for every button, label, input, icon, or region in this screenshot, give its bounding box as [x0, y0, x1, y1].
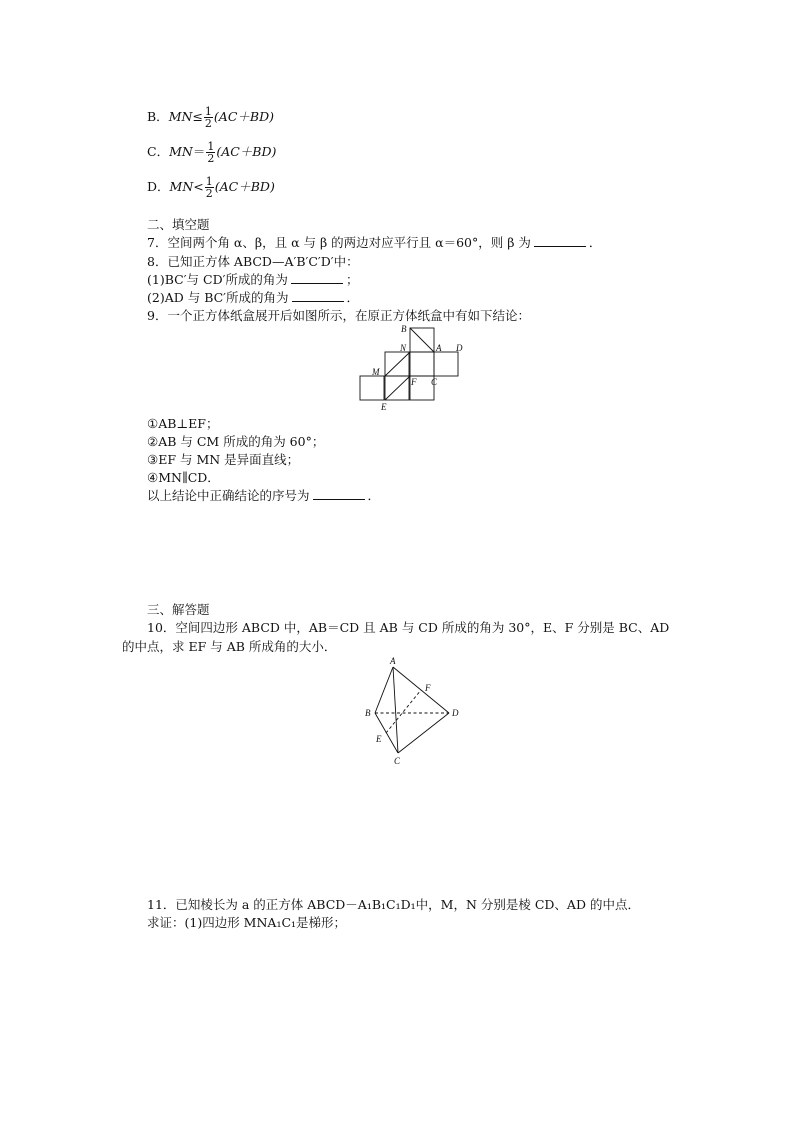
edge-ac	[393, 667, 398, 753]
option-b	[147, 106, 274, 129]
option-d-rel: <	[193, 179, 204, 194]
label-f: F	[425, 683, 431, 693]
question-11-line-2: 求证：(1)四边形 MNA₁C₁是梯形；	[147, 915, 347, 930]
option-b-rhs: (AC＋BD)	[213, 109, 274, 124]
conclusion-4: ④MN∥CD．	[147, 470, 220, 485]
label-b: B	[401, 324, 407, 334]
segment-ba	[410, 328, 434, 352]
question-8-part-1	[147, 272, 358, 288]
question-8-part-2-text: (2)AD 与 BC′所成的角为	[147, 290, 289, 305]
edge-ab	[375, 667, 393, 713]
option-d-lhs: MN	[169, 179, 194, 194]
question-9-ask-text: 以上结论中正确结论的序号为	[147, 488, 310, 503]
fraction-numerator: 1	[207, 140, 215, 153]
question-8-part-2	[147, 290, 359, 306]
label-d: D	[456, 343, 463, 353]
option-b-rel: ≤	[192, 109, 203, 124]
option-c-lhs: MN	[169, 144, 193, 159]
net-square	[434, 352, 458, 376]
label-e: E	[381, 402, 387, 412]
conclusion-1: ①AB⊥EF；	[147, 416, 219, 431]
edge-cd	[398, 713, 449, 753]
label-a: A	[390, 656, 396, 666]
question-7	[147, 235, 601, 251]
option-b-label: B．	[147, 109, 169, 124]
segment-ef	[385, 376, 410, 400]
label-d: D	[452, 708, 459, 718]
option-d-label: D．	[147, 179, 170, 194]
label-c: C	[431, 377, 438, 387]
fraction-numerator: 1	[204, 105, 212, 118]
section-heading-solve: 三、解答题	[147, 602, 210, 617]
fraction-denominator: 2	[207, 152, 215, 165]
question-9-stem: 9．一个正方体纸盒展开后如图所示，在原正方体纸盒中有如下结论：	[147, 308, 530, 323]
segment-ef-hidden	[386, 690, 421, 733]
label-a: A	[436, 343, 442, 353]
option-c-rel: ＝	[192, 144, 206, 159]
fraction-denominator: 2	[204, 117, 212, 130]
tetrahedron-figure	[0, 654, 794, 774]
option-c	[147, 141, 276, 164]
conclusion-2: ②AB 与 CM 所成的角为 60°；	[147, 434, 325, 449]
question-8-part-2-end: ．	[346, 290, 360, 305]
option-b-lhs: MN	[168, 109, 193, 124]
answer-blank[interactable]	[291, 272, 343, 284]
option-d	[147, 176, 275, 199]
cube-net-figure	[0, 320, 794, 440]
net-square	[410, 352, 434, 376]
segment-mn	[385, 352, 410, 376]
question-9-ask-end: ．	[367, 488, 381, 503]
question-10-line-2: 的中点，求 EF 与 AB 所成角的大小．	[122, 639, 337, 654]
question-8-part-1-text: (1)BC′与 CD′所成的角为	[147, 272, 288, 287]
option-b-fraction	[204, 106, 213, 129]
net-square	[360, 376, 384, 400]
question-7-end: ．	[588, 235, 602, 250]
option-d-fraction	[205, 176, 214, 199]
label-m: M	[372, 367, 380, 377]
question-10-line-1: 10．空间四边形 ABCD 中，AB＝CD 且 AB 与 CD 所成的角为 30°，E、F 分别是 BC、AD	[147, 620, 670, 635]
fraction-denominator: 2	[205, 187, 213, 200]
label-b: B	[365, 708, 371, 718]
label-e: E	[376, 734, 382, 744]
option-c-fraction	[206, 141, 215, 164]
conclusion-3: ③EF 与 MN 是异面直线；	[147, 452, 300, 467]
section-heading-fill-in: 二、填空题	[147, 217, 210, 232]
option-c-label: C．	[147, 144, 170, 159]
tetrahedron-lines	[375, 667, 449, 753]
answer-blank[interactable]	[313, 488, 365, 500]
label-f: F	[411, 377, 417, 387]
question-8-part-1-end: ；	[345, 272, 359, 287]
option-c-rhs: (AC＋BD)	[216, 144, 277, 159]
question-9-ask	[147, 488, 380, 504]
question-11-line-1: 11．已知棱长为 a 的正方体 ABCD－A₁B₁C₁D₁中，M，N 分别是棱 CD、AD 的中点．	[147, 897, 640, 912]
question-8-stem: 8．已知正方体 ABCD—A′B′C′D′中：	[147, 254, 359, 269]
question-7-text: 7．空间两个角 α、β，且 α 与 β 的两边对应平行且 α＝60°，则 β 为	[147, 235, 531, 250]
cube-net-lines	[360, 328, 458, 400]
fraction-numerator: 1	[205, 175, 213, 188]
label-n: N	[400, 343, 407, 353]
answer-blank[interactable]	[534, 235, 586, 247]
option-d-rhs: (AC＋BD)	[214, 179, 275, 194]
answer-blank[interactable]	[292, 290, 344, 302]
label-c: C	[394, 756, 401, 766]
